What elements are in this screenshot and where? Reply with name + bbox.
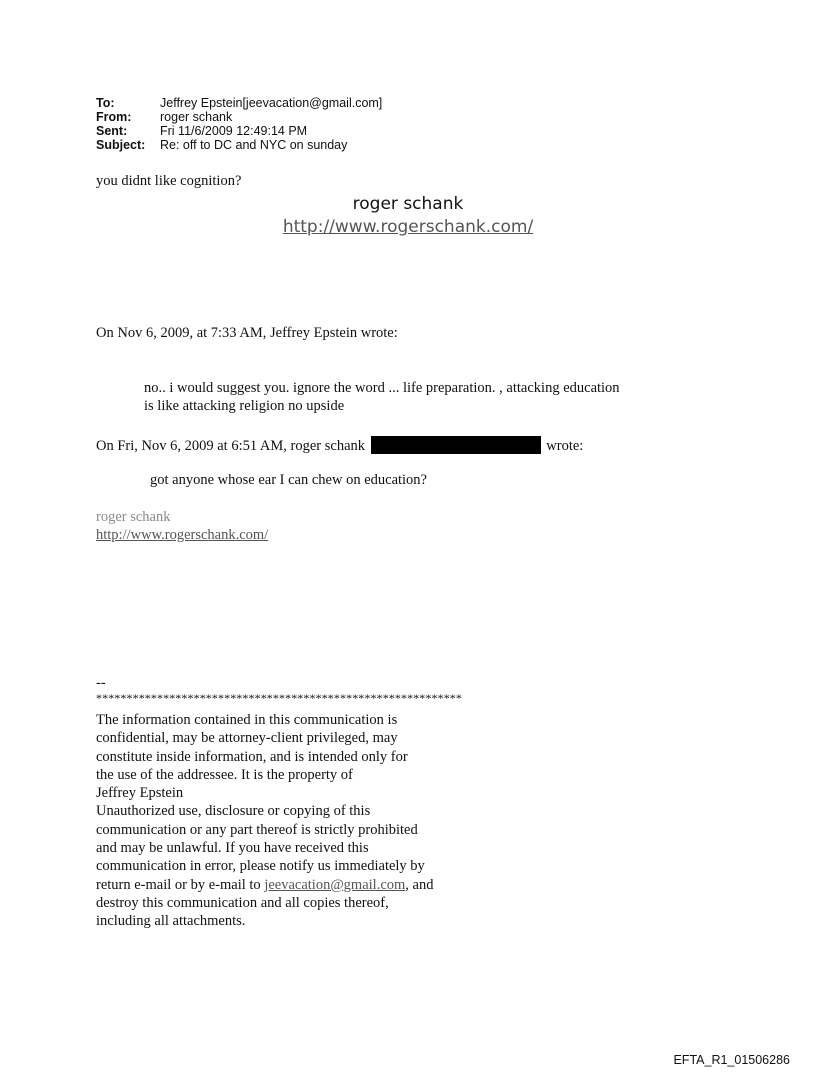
disclaimer-line: including all attachments. <box>96 913 246 930</box>
disclaimer-line: communication or any part thereof is strictly prohibited <box>96 821 418 838</box>
from-value: roger schank <box>160 110 233 124</box>
subject-label: Subject: <box>96 138 146 152</box>
disclaimer-line: The information contained in this communication is <box>96 712 398 728</box>
disclaimer-stars: ************************************************************ <box>96 691 462 705</box>
disclaimer-line: communication in error, please notify us immediately by <box>96 858 425 875</box>
sent-value: Fri 11/6/2009 12:49:14 PM <box>160 124 308 138</box>
signature2-name: roger schank <box>96 509 171 525</box>
disclaimer-line: confidential, may be attorney-client privileged, may <box>96 730 398 747</box>
quote2-intro-after: wrote: <box>546 438 584 454</box>
disclaimer-line: destroy this communication and all copies thereof, <box>96 894 389 911</box>
email-link[interactable]: jeevacation@gmail.com <box>264 876 406 893</box>
disclaimer-line: the use of the addressee. It is the property of <box>96 766 353 783</box>
disclaimer-line: constitute inside information, and is intended only for <box>96 748 408 765</box>
to-label: To: <box>96 96 115 110</box>
header-from-row <box>96 110 382 124</box>
quote2-line1: got anyone whose ear I can chew on education? <box>150 472 427 488</box>
quote2-intro-before: On Fri, Nov 6, 2009 at 6:51 AM, roger schank <box>96 438 366 454</box>
disclaimer-dashes: -- <box>96 675 106 691</box>
signature-url-link[interactable]: http://www.rogerschank.com/ <box>282 217 534 237</box>
sent-label: Sent: <box>96 124 128 138</box>
disclaimer-line: Jeffrey Epstein <box>96 785 184 802</box>
subject-value: Re: off to DC and NYC on sunday <box>160 138 348 152</box>
to-value: Jeffrey Epstein[jeevacation@gmail.com] <box>160 96 383 110</box>
return-after: , and <box>405 876 434 893</box>
disclaimer-block <box>96 711 433 931</box>
from-label: From: <box>96 110 132 124</box>
quote1-line2: is like attacking religion no upside <box>144 398 345 414</box>
quote2-intro <box>96 436 583 455</box>
disclaimer-line: and may be unlawful. If you have received this <box>96 840 369 857</box>
disclaimer-line: Unauthorized use, disclosure or copying of this <box>96 803 371 820</box>
signature-name: roger schank <box>352 194 464 214</box>
redaction-bar <box>371 436 541 454</box>
header-to-row <box>96 96 382 110</box>
email-header <box>96 96 382 152</box>
disclaimer-return-line <box>96 876 433 894</box>
header-subject-row <box>96 138 382 152</box>
return-before: return e-mail or by e-mail to <box>96 876 265 893</box>
body-line-cognition: you didnt like cognition? <box>96 173 242 189</box>
signature2-url-link[interactable]: http://www.rogerschank.com/ <box>96 527 269 543</box>
document-id: EFTA_R1_01506286 <box>673 1053 790 1067</box>
quote1-intro: On Nov 6, 2009, at 7:33 AM, Jeffrey Epstein wrote: <box>96 325 398 341</box>
quote1-line1: no.. i would suggest you. ignore the word ... life preparation. , attacking education <box>144 380 620 396</box>
header-sent-row <box>96 124 382 138</box>
